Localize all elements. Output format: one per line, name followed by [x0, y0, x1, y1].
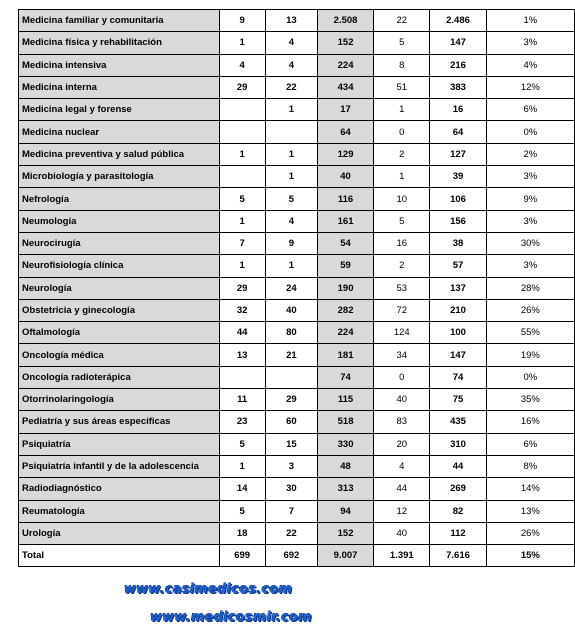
table-row: [19, 277, 575, 299]
percent-cell: 8%: [486, 455, 574, 477]
table-row: [19, 478, 575, 500]
col1-cell: [219, 99, 265, 121]
col5-cell: 216: [430, 54, 486, 76]
percent-cell: 28%: [486, 277, 574, 299]
table-row: [19, 210, 575, 232]
col5-cell: 137: [430, 277, 486, 299]
col3-cell: 48: [317, 455, 373, 477]
col5-cell: 39: [430, 166, 486, 188]
specialty-cell: Medicina familiar y comunitaria: [19, 10, 220, 32]
col1-cell: 1: [219, 32, 265, 54]
col1-cell: 9: [219, 10, 265, 32]
col4-cell: 53: [374, 277, 430, 299]
col1-cell: 1: [219, 143, 265, 165]
col2-cell: 4: [265, 210, 317, 232]
col2-cell: 1: [265, 99, 317, 121]
percent-cell: 3%: [486, 166, 574, 188]
col2-cell: 4: [265, 32, 317, 54]
col5-cell: 64: [430, 121, 486, 143]
specialty-cell: Microbiología y parasitología: [19, 166, 220, 188]
col2-cell: 21: [265, 344, 317, 366]
table-row: [19, 299, 575, 321]
percent-cell: 16%: [486, 411, 574, 433]
col4-cell: 5: [374, 210, 430, 232]
col5-cell: 127: [430, 143, 486, 165]
col5-cell: 106: [430, 188, 486, 210]
col5-cell: 2.486: [430, 10, 486, 32]
col3-cell: 224: [317, 54, 373, 76]
specialty-cell: Oncología radioterápica: [19, 366, 220, 388]
col1-cell: [219, 121, 265, 143]
table-row: [19, 389, 575, 411]
col3-cell: 152: [317, 32, 373, 54]
table-row: [19, 121, 575, 143]
col1-cell: 5: [219, 433, 265, 455]
col3-cell: 116: [317, 188, 373, 210]
col2-cell: 9: [265, 232, 317, 254]
col1-cell: 1: [219, 455, 265, 477]
col2-cell: 1: [265, 166, 317, 188]
col5-cell: 383: [430, 76, 486, 98]
col4-cell: 22: [374, 10, 430, 32]
col3-cell: 17: [317, 99, 373, 121]
col5-cell: 74: [430, 366, 486, 388]
percent-cell: 26%: [486, 299, 574, 321]
col2-cell: 692: [265, 545, 317, 567]
col5-cell: 100: [430, 322, 486, 344]
col1-cell: 5: [219, 500, 265, 522]
col1-cell: [219, 166, 265, 188]
percent-cell: 6%: [486, 99, 574, 121]
table-row: [19, 32, 575, 54]
specialty-cell: Oftalmología: [19, 322, 220, 344]
col3-cell: 330: [317, 433, 373, 455]
percent-cell: 0%: [486, 121, 574, 143]
specialty-cell: Urología: [19, 522, 220, 544]
col2-cell: [265, 366, 317, 388]
col3-cell: 518: [317, 411, 373, 433]
col3-cell: 152: [317, 522, 373, 544]
specialty-cell: Medicina nuclear: [19, 121, 220, 143]
specialty-cell: Medicina interna: [19, 76, 220, 98]
col4-cell: 8: [374, 54, 430, 76]
col5-cell: 435: [430, 411, 486, 433]
percent-cell: 15%: [486, 545, 574, 567]
specialty-cell: Medicina física y rehabilitación: [19, 32, 220, 54]
col5-cell: 75: [430, 389, 486, 411]
medicosmir-link[interactable]: www.medicosmir.com: [150, 610, 312, 625]
table-row: [19, 166, 575, 188]
casimedicos-link[interactable]: www.casimedicos.com: [124, 582, 293, 597]
col4-cell: 16: [374, 232, 430, 254]
col2-cell: 1: [265, 143, 317, 165]
col1-cell: 29: [219, 76, 265, 98]
table-row: [19, 232, 575, 254]
percent-cell: 12%: [486, 76, 574, 98]
col5-cell: 112: [430, 522, 486, 544]
total-row: [19, 545, 575, 567]
col2-cell: 22: [265, 76, 317, 98]
specialty-cell: Medicina intensiva: [19, 54, 220, 76]
col2-cell: 5: [265, 188, 317, 210]
col1-cell: 23: [219, 411, 265, 433]
percent-cell: 4%: [486, 54, 574, 76]
percent-cell: 35%: [486, 389, 574, 411]
specialty-cell: Neurocirugía: [19, 232, 220, 254]
percent-cell: 14%: [486, 478, 574, 500]
percent-cell: 19%: [486, 344, 574, 366]
col3-cell: 54: [317, 232, 373, 254]
percent-cell: 30%: [486, 232, 574, 254]
col5-cell: 82: [430, 500, 486, 522]
specialty-cell: Oncología médica: [19, 344, 220, 366]
col1-cell: 44: [219, 322, 265, 344]
specialty-cell: Psiquiatría infantil y de la adolescencia: [19, 455, 220, 477]
col2-cell: 7: [265, 500, 317, 522]
col3-cell: 40: [317, 166, 373, 188]
table-row: [19, 255, 575, 277]
col4-cell: 4: [374, 455, 430, 477]
col3-cell: 190: [317, 277, 373, 299]
col1-cell: [219, 366, 265, 388]
col2-cell: 13: [265, 10, 317, 32]
col4-cell: 40: [374, 522, 430, 544]
col3-cell: 181: [317, 344, 373, 366]
percent-cell: 0%: [486, 366, 574, 388]
col2-cell: 3: [265, 455, 317, 477]
table-body: [19, 10, 575, 567]
table-row: [19, 455, 575, 477]
col1-cell: 1: [219, 255, 265, 277]
col4-cell: 20: [374, 433, 430, 455]
specialty-cell: Medicina legal y forense: [19, 99, 220, 121]
table-row: [19, 188, 575, 210]
col3-cell: 313: [317, 478, 373, 500]
col1-cell: 699: [219, 545, 265, 567]
col1-cell: 7: [219, 232, 265, 254]
col2-cell: 60: [265, 411, 317, 433]
table-row: [19, 143, 575, 165]
specialty-cell: Obstetricia y ginecología: [19, 299, 220, 321]
table-row: [19, 10, 575, 32]
table-row: [19, 322, 575, 344]
col5-cell: 310: [430, 433, 486, 455]
specialty-cell: Medicina preventiva y salud pública: [19, 143, 220, 165]
col5-cell: 57: [430, 255, 486, 277]
specialty-cell: Otorrinolaringología: [19, 389, 220, 411]
col4-cell: 5: [374, 32, 430, 54]
col1-cell: 13: [219, 344, 265, 366]
col4-cell: 1: [374, 166, 430, 188]
percent-cell: 3%: [486, 210, 574, 232]
col1-cell: 1: [219, 210, 265, 232]
percent-cell: 26%: [486, 522, 574, 544]
table-row: [19, 54, 575, 76]
table-row: [19, 344, 575, 366]
col5-cell: 269: [430, 478, 486, 500]
col4-cell: 51: [374, 76, 430, 98]
col3-cell: 129: [317, 143, 373, 165]
col3-cell: 59: [317, 255, 373, 277]
col3-cell: 161: [317, 210, 373, 232]
col5-cell: 210: [430, 299, 486, 321]
col3-cell: 434: [317, 76, 373, 98]
percent-cell: 1%: [486, 10, 574, 32]
col5-cell: 16: [430, 99, 486, 121]
col2-cell: 22: [265, 522, 317, 544]
col3-cell: 74: [317, 366, 373, 388]
specialty-cell: Reumatología: [19, 500, 220, 522]
table-row: [19, 411, 575, 433]
col3-cell: 282: [317, 299, 373, 321]
col4-cell: 34: [374, 344, 430, 366]
specialty-cell: Nefrología: [19, 188, 220, 210]
col4-cell: 2: [374, 255, 430, 277]
col2-cell: 30: [265, 478, 317, 500]
col4-cell: 10: [374, 188, 430, 210]
col4-cell: 40: [374, 389, 430, 411]
table-row: [19, 76, 575, 98]
col5-cell: 38: [430, 232, 486, 254]
col2-cell: 1: [265, 255, 317, 277]
table-row: [19, 500, 575, 522]
table-row: [19, 522, 575, 544]
col3-cell: 115: [317, 389, 373, 411]
specialty-cell: Radiodiagnóstico: [19, 478, 220, 500]
col1-cell: 5: [219, 188, 265, 210]
col3-cell: 224: [317, 322, 373, 344]
col2-cell: 80: [265, 322, 317, 344]
col3-cell: 2.508: [317, 10, 373, 32]
percent-cell: 3%: [486, 32, 574, 54]
col2-cell: [265, 121, 317, 143]
col1-cell: 4: [219, 54, 265, 76]
specialty-cell: Pediatría y sus áreas específicas: [19, 411, 220, 433]
percent-cell: 3%: [486, 255, 574, 277]
col5-cell: 156: [430, 210, 486, 232]
table-row: [19, 99, 575, 121]
col5-cell: 147: [430, 344, 486, 366]
col3-cell: 9.007: [317, 545, 373, 567]
col2-cell: 15: [265, 433, 317, 455]
specialty-cell: Neurofisiología clínica: [19, 255, 220, 277]
percent-cell: 13%: [486, 500, 574, 522]
col2-cell: 24: [265, 277, 317, 299]
col4-cell: 1: [374, 99, 430, 121]
col1-cell: 32: [219, 299, 265, 321]
percent-cell: 9%: [486, 188, 574, 210]
col4-cell: 0: [374, 366, 430, 388]
col4-cell: 0: [374, 121, 430, 143]
specialty-cell: Psiquiatría: [19, 433, 220, 455]
col4-cell: 83: [374, 411, 430, 433]
col4-cell: 12: [374, 500, 430, 522]
col2-cell: 40: [265, 299, 317, 321]
specialty-cell: Total: [19, 545, 220, 567]
col2-cell: 29: [265, 389, 317, 411]
col5-cell: 147: [430, 32, 486, 54]
col5-cell: 7.616: [430, 545, 486, 567]
col4-cell: 72: [374, 299, 430, 321]
col1-cell: 11: [219, 389, 265, 411]
col4-cell: 2: [374, 143, 430, 165]
col4-cell: 124: [374, 322, 430, 344]
percent-cell: 6%: [486, 433, 574, 455]
col4-cell: 1.391: [374, 545, 430, 567]
table-row: [19, 366, 575, 388]
specialty-cell: Neumología: [19, 210, 220, 232]
col3-cell: 94: [317, 500, 373, 522]
col1-cell: 14: [219, 478, 265, 500]
col1-cell: 18: [219, 522, 265, 544]
col5-cell: 44: [430, 455, 486, 477]
specialty-cell: Neurología: [19, 277, 220, 299]
col1-cell: 29: [219, 277, 265, 299]
col4-cell: 44: [374, 478, 430, 500]
col2-cell: 4: [265, 54, 317, 76]
table-row: [19, 433, 575, 455]
col3-cell: 64: [317, 121, 373, 143]
specialties-table: [18, 9, 575, 567]
percent-cell: 55%: [486, 322, 574, 344]
percent-cell: 2%: [486, 143, 574, 165]
